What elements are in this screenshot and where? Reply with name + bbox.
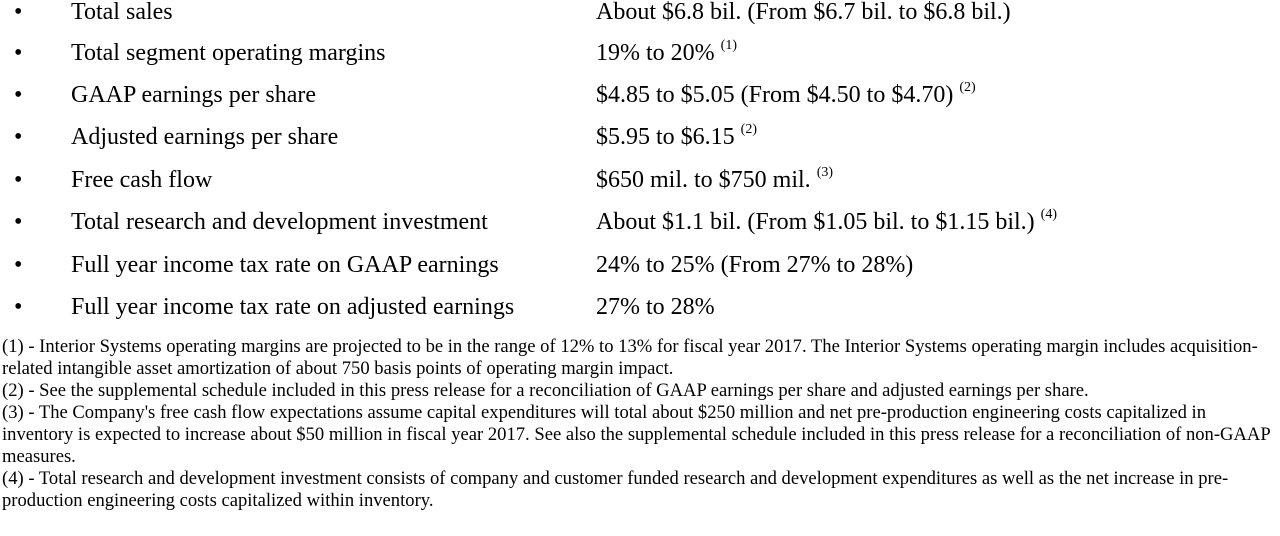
guidance-row-tax-rate-gaap: [0, 253, 1280, 287]
guidance-row-tax-rate-adjusted: [0, 295, 1280, 329]
guidance-row-free-cash-flow: [0, 165, 1280, 202]
footnotes: [2, 336, 1278, 512]
guidance-value-text: 27% to 28%: [596, 294, 715, 320]
bullet-icon: •: [14, 167, 23, 193]
guidance-value-text: 24% to 25% (From 27% to 28%): [596, 252, 914, 278]
footnote-2: (2) - See the supplemental schedule included in this press release for a reconciliation of GAAP earnings per share and adjusted earnings per share.: [2, 380, 1089, 401]
guidance-value: [596, 253, 913, 277]
guidance-value-text: $650 mil. to $750 mil.: [596, 167, 811, 193]
bullet-icon: •: [14, 294, 23, 320]
footnote-3: (3) - The Company's free cash flow expectations assume capital expenditures will total about $250 million and net pre-production engineering costs capitalized in inventory is expected to increase about $50 million in fiscal year 2017. See also the supplemental schedule included in this press release for a reconciliation of non-GAAP measures.: [2, 402, 1270, 467]
guidance-value-text: $5.95 to $6.15: [596, 124, 735, 150]
guidance-value: [596, 295, 715, 319]
guidance-label: Total sales: [71, 0, 173, 25]
bullet-icon: •: [14, 0, 23, 25]
guidance-value: [596, 165, 834, 193]
bullet-icon: •: [14, 209, 23, 235]
guidance-value: [596, 0, 1011, 24]
footnote-4: (4) - Total research and development investment consists of company and customer funded research and development expenditures as well as the net increase in pre-production engineering costs capitalized within inventory.: [2, 468, 1229, 511]
guidance-value-text: About $1.1 bil. (From $1.05 bil. to $1.15 bil.): [596, 209, 1035, 235]
guidance-label: Free cash flow: [71, 167, 213, 193]
footnote-ref: (2): [959, 80, 976, 95]
guidance-label: Total segment operating margins: [71, 40, 386, 66]
footnote-ref: (2): [740, 122, 757, 137]
bullet-icon: •: [14, 82, 23, 108]
guidance-label: Total research and development investment: [71, 209, 488, 235]
guidance-row-adjusted-eps: [0, 122, 1280, 159]
guidance-value: [596, 38, 737, 66]
bullet-icon: •: [14, 252, 23, 278]
guidance-label: Full year income tax rate on adjusted earnings: [71, 294, 515, 320]
guidance-value: [596, 122, 757, 150]
guidance-label: GAAP earnings per share: [71, 82, 317, 108]
footnote-ref: (3): [816, 165, 834, 180]
guidance-label: Adjusted earnings per share: [71, 124, 339, 150]
guidance-label: Full year income tax rate on GAAP earnings: [71, 252, 499, 278]
footnote-ref: (1): [720, 38, 737, 53]
guidance-value: [596, 207, 1057, 235]
bullet-icon: •: [14, 124, 23, 150]
guidance-row-rd-investment: [0, 207, 1280, 244]
footnote-1: (1) - Interior Systems operating margins are projected to be in the range of 12% to 13% for fiscal year 2017. The Interior Systems operating margin includes acquisition-related intangible asset amortization of about 750 basis points of operating margin impact.: [2, 336, 1258, 379]
guidance-value-text: $4.85 to $5.05 (From $4.50 to $4.70): [596, 82, 954, 108]
guidance-row-segment-margins: [0, 38, 1280, 75]
guidance-row-gaap-eps: [0, 80, 1280, 117]
footnote-ref: (4): [1040, 207, 1057, 222]
guidance-row-total-sales: [0, 0, 1280, 34]
guidance-value-text: About $6.8 bil. (From $6.7 bil. to $6.8 bil.): [596, 0, 1011, 25]
guidance-value-text: 19% to 20%: [596, 40, 715, 66]
bullet-icon: •: [14, 40, 23, 66]
guidance-value: [596, 80, 976, 108]
